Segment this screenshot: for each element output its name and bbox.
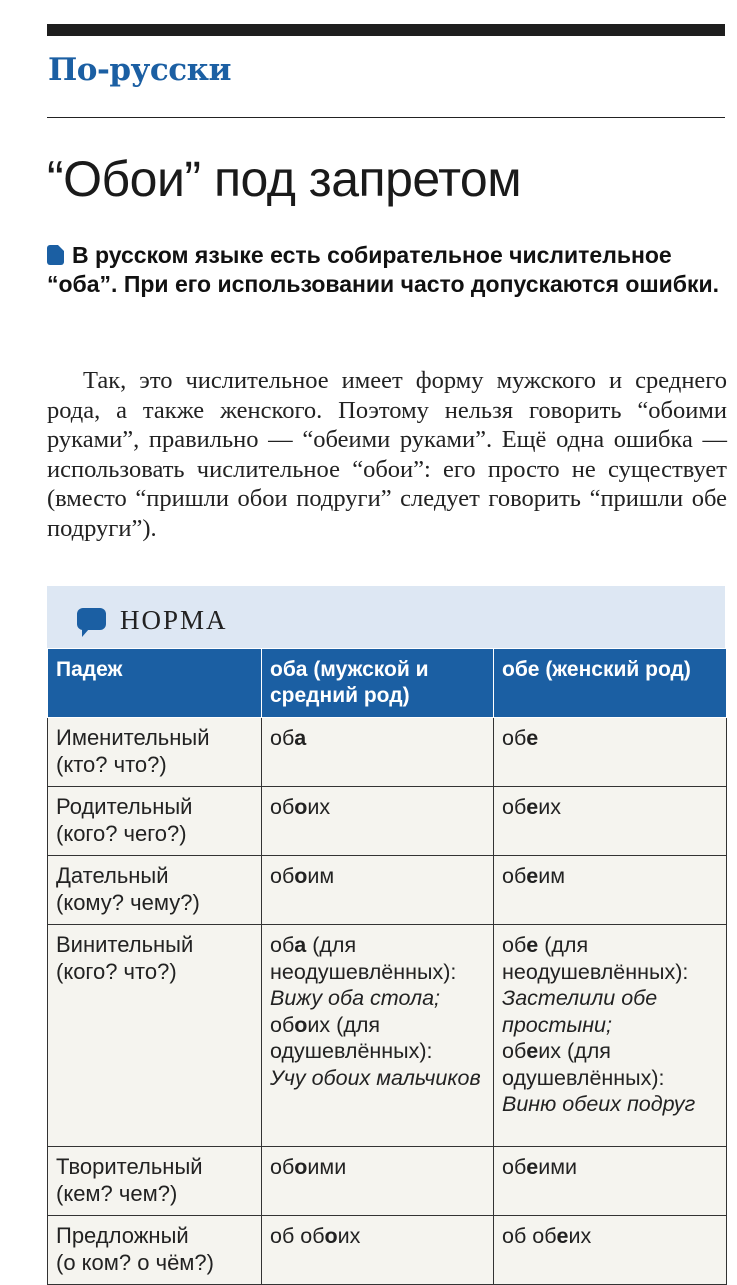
- table-row: [48, 925, 727, 1147]
- case-cell: Творительный (кем? чем?): [48, 1147, 262, 1216]
- speech-bubble-icon: [77, 608, 106, 630]
- table-row: [48, 856, 727, 925]
- norma-header: [47, 586, 725, 648]
- header-case: Падеж: [48, 649, 262, 718]
- table-row: [48, 718, 727, 787]
- article-body: [47, 366, 727, 543]
- body-paragraph: Так, это числительное имеет форму мужского и среднего рода, а также женского. Поэтому нельзя говорить “обоими руками”, правильно — “обеими руками”. Ещё одна ошибка — использовать числительное “обои”: его просто не существует (вместо “пришли обои подруги” следует говорить “пришли обе подруги”).: [47, 367, 727, 542]
- feminine-cell: обеими: [494, 1147, 727, 1216]
- masculine-cell: обоим: [262, 856, 494, 925]
- masculine-cell: обоими: [262, 1147, 494, 1216]
- masculine-cell: об обоих: [262, 1216, 494, 1285]
- table-row: [48, 1216, 727, 1285]
- table-row: [48, 787, 727, 856]
- feminine-cell: обеих: [494, 787, 727, 856]
- case-cell: Винительный (кого? что?): [48, 925, 262, 1147]
- lead-text: В русском языке есть собирательное числительное “оба”. При его использовании часто допускаются ошибки.: [47, 242, 720, 297]
- table-header-row: [48, 649, 727, 718]
- case-cell: Предложный (о ком? о чём?): [48, 1216, 262, 1285]
- feminine-cell: обе: [494, 718, 727, 787]
- feminine-cell: об обеих: [494, 1216, 727, 1285]
- norma-title: НОРМА: [120, 605, 228, 635]
- masculine-cell: оба (для неодушевлённых): Вижу оба стола; обоих (для одушевлённых): Учу обоих мальчиков: [262, 925, 494, 1147]
- feminine-cell: обе (для неодушевлённых): Застелили обе простыни; обеих (для одушевлённых): Виню обеих подруг: [494, 925, 727, 1147]
- table-row: [48, 1147, 727, 1216]
- header-feminine: обе (женский род): [494, 649, 727, 718]
- document-icon: [47, 245, 64, 265]
- case-cell: Именительный (кто? что?): [48, 718, 262, 787]
- header-masculine: оба (мужской и средний род): [262, 649, 494, 718]
- headline: “Обои” под запретом: [47, 151, 522, 207]
- case-cell: Дательный (кому? чему?): [48, 856, 262, 925]
- feminine-cell: обеим: [494, 856, 727, 925]
- divider: [47, 117, 725, 118]
- lead-paragraph: [47, 241, 727, 299]
- declension-table: [47, 648, 727, 1285]
- case-cell: Родительный (кого? чего?): [48, 787, 262, 856]
- top-bar: [47, 24, 725, 36]
- section-title: По-русски: [48, 52, 231, 88]
- masculine-cell: обоих: [262, 787, 494, 856]
- masculine-cell: оба: [262, 718, 494, 787]
